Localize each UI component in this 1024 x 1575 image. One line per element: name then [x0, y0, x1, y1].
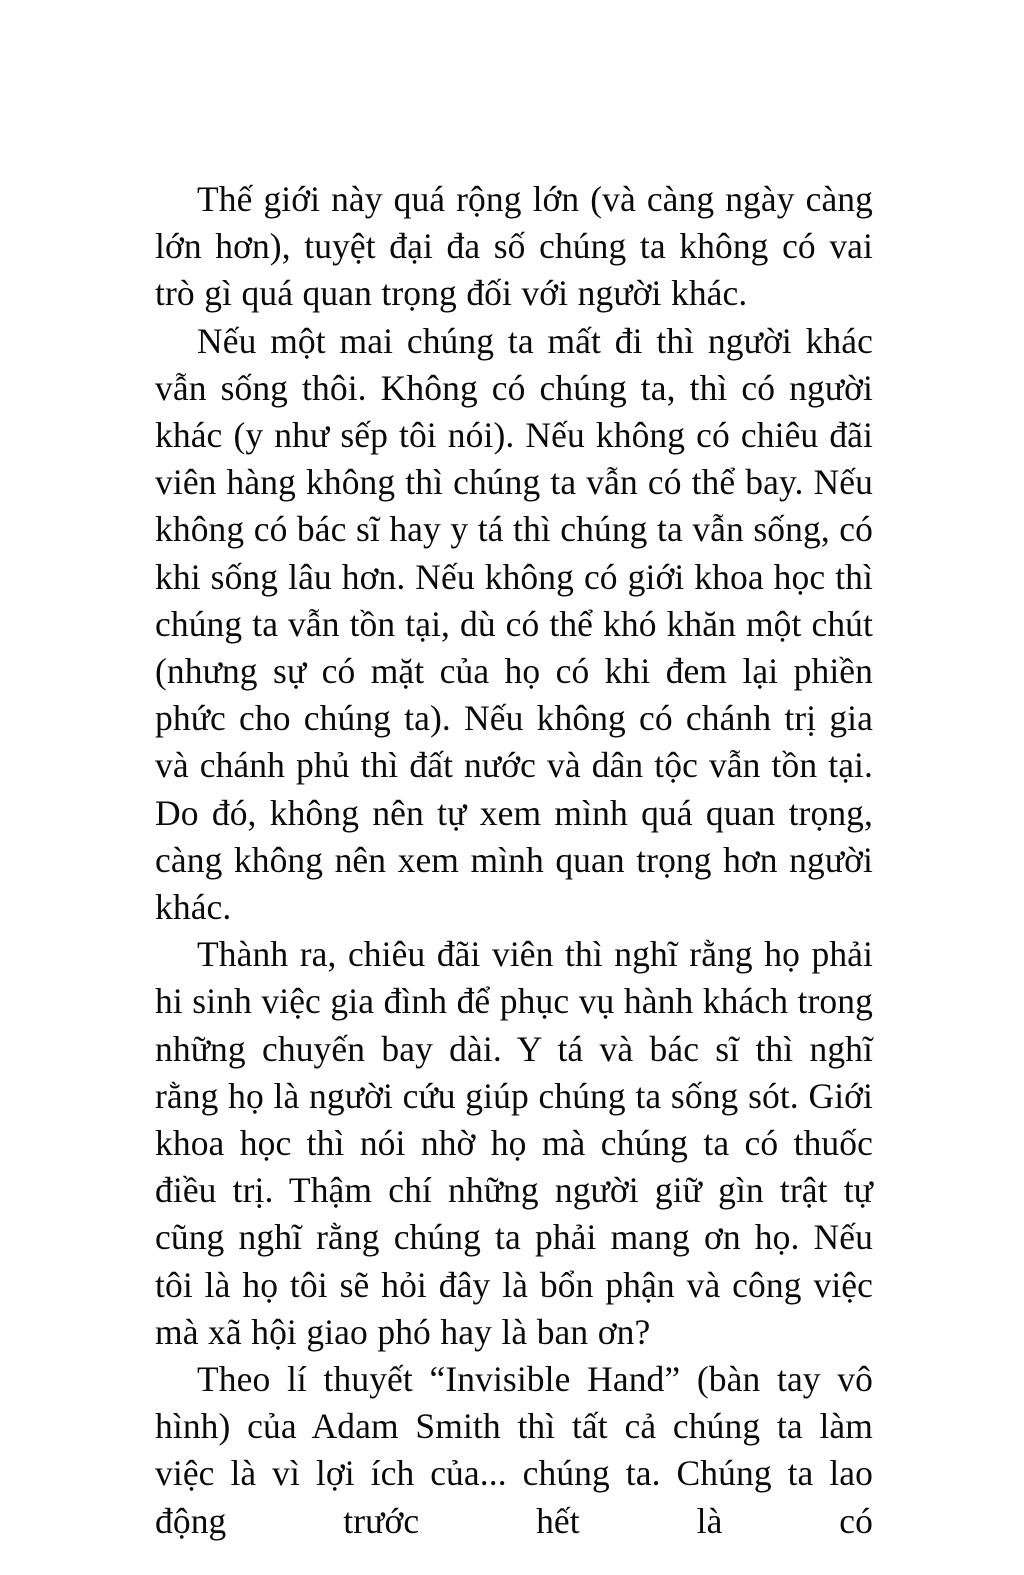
paragraph-2: Nếu một mai chúng ta mất đi thì người khác vẫn sống thôi. Không có chúng ta, thì có người khác (y như sếp tôi nói). Nếu không có chiêu đãi viên hàng không thì chúng ta vẫn có thể bay. Nếu không có bác sĩ hay y tá thì chúng ta vẫn sống, có khi sống lâu hơn. Nếu không có giới khoa học thì chúng ta vẫn tồn tại, dù có thể khó khăn một chút (nhưng sự có mặt của họ có khi đem lại phiền phức cho chúng ta). Nếu không có chánh trị gia và chánh phủ thì đất nước và dân tộc vẫn tồn tại. Do đó, không nên tự xem mình quá quan trọng, càng không nên xem mình quan trọng hơn người khác.: [155, 320, 873, 928]
paragraph-4: Theo lí thuyết “Invisible Hand” (bàn tay vô hình) của Adam Smith thì tất cả chúng ta làm việc là vì lợi ích của... chúng ta. Chúng ta lao động trước hết là có: [155, 1359, 873, 1541]
paragraph-1: Thế giới này quá rộng lớn (và càng ngày càng lớn hơn), tuyệt đại đa số chúng ta không có vai trò gì quá quan trọng đối với người khác.: [155, 179, 873, 314]
paragraph-3: Thành ra, chiêu đãi viên thì nghĩ rằng họ phải hi sinh việc gia đình để phục vụ hành khách trong những chuyến bay dài. Y tá và bác sĩ thì nghĩ rằng họ là người cứu giúp chúng ta sống sót. Giới khoa học thì nói nhờ họ mà chúng ta có thuốc điều trị. Thậm chí những người giữ gìn trật tự cũng nghĩ rằng chúng ta phải mang ơn họ. Nếu tôi là họ tôi sẽ hỏi đây là bổn phận và công việc mà xã hội giao phó hay là ban ơn?: [155, 934, 873, 1352]
body-text-column: [155, 176, 873, 1545]
